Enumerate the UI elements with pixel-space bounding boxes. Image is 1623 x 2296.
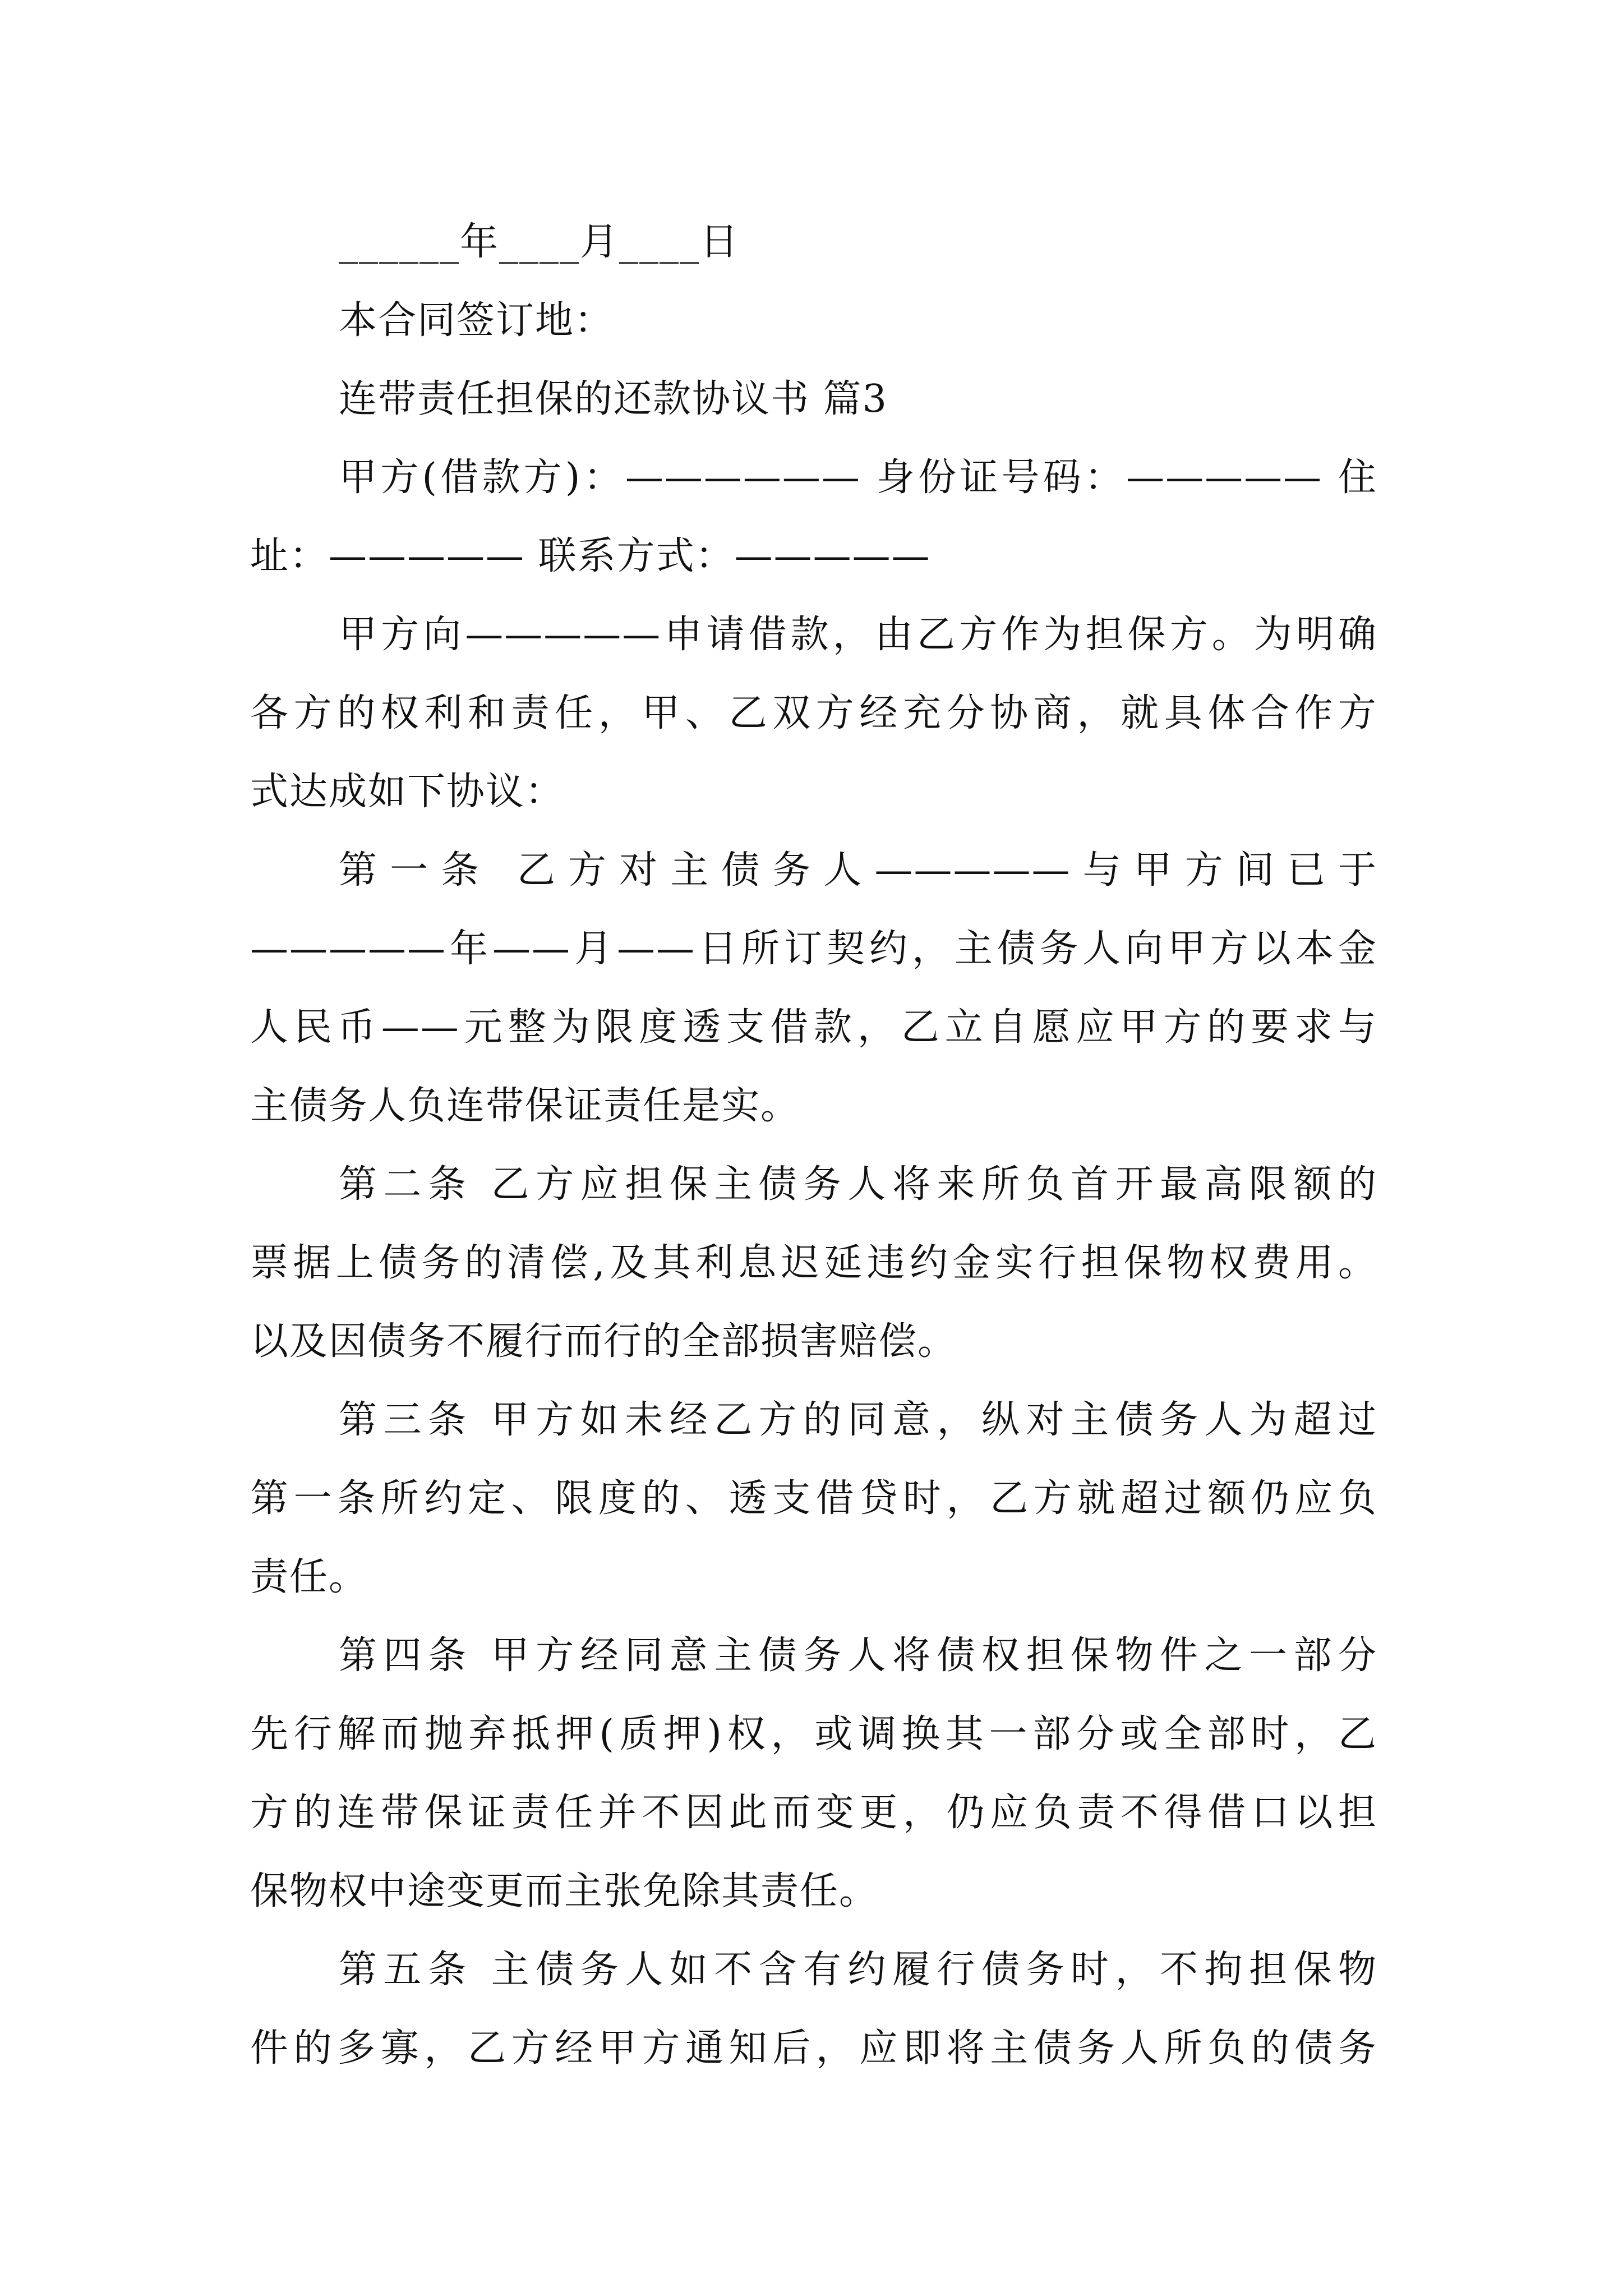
article-3-line-1: 第三条 甲方如未经乙方的同意，纵对主债务人为超过 [339, 1398, 1377, 1442]
article-1-line-4: 主债务人负连带保证责任是实。 [250, 1084, 800, 1128]
article-5-line-2: 件的多寡，乙方经甲方通知后，应即将主债务人所负的债务 [250, 2026, 1377, 2070]
party-a-address-line: 址：————— 联系方式：————— [250, 534, 931, 578]
section-title: 连带责任担保的还款协议书 篇3 [339, 377, 888, 421]
article-4-line-4: 保物权中途变更而主张免除其责任。 [250, 1869, 879, 1913]
article-3-line-2: 第一条所约定、限度的、透支借贷时，乙方就超过额仍应负 [250, 1476, 1377, 1521]
article-1-line-1: 第一条 乙方对主债务人—————与甲方间已于 [339, 848, 1377, 892]
article-2-line-2: 票据上债务的清偿,及其利息迟延违约金实行担保物权费用。 [250, 1241, 1377, 1285]
article-4-line-3: 方的连带保证责任并不因此而变更，仍应负责不得借口以担 [250, 1791, 1377, 1835]
article-4-line-1: 第四条 甲方经同意主债务人将债权担保物件之一部分 [339, 1634, 1377, 1678]
article-5-line-1: 第五条 主债务人如不含有约履行债务时，不拘担保物 [339, 1948, 1377, 1992]
intro-line-3: 式达成如下协议： [250, 770, 565, 814]
intro-line-2: 各方的权利和责任，甲、乙双方经充分协商，就具体合作方 [250, 691, 1377, 735]
article-3-line-3: 责任。 [250, 1555, 368, 1599]
date-line: ______年____月____日 [339, 220, 740, 264]
article-1-line-3: 人民币——元整为限度透支借款，乙立自愿应甲方的要求与 [250, 1005, 1377, 1050]
signing-place-line: 本合同签订地： [339, 298, 614, 343]
article-4-line-2: 先行解而抛弃抵押(质押)权，或调换其一部分或全部时，乙 [250, 1712, 1377, 1756]
article-2-line-3: 以及因债务不履行而行的全部损害赔偿。 [250, 1319, 957, 1364]
party-a-line: 甲方(借款方)：—————— 身份证号码：————— 住 [339, 455, 1377, 500]
article-1-line-2: —————年——月——日所订契约，主债务人向甲方以本金 [250, 927, 1377, 971]
article-2-line-1: 第二条 乙方应担保主债务人将来所负首开最高限额的 [339, 1162, 1377, 1207]
intro-line-1: 甲方向—————申请借款，由乙方作为担保方。为明确 [339, 613, 1377, 657]
